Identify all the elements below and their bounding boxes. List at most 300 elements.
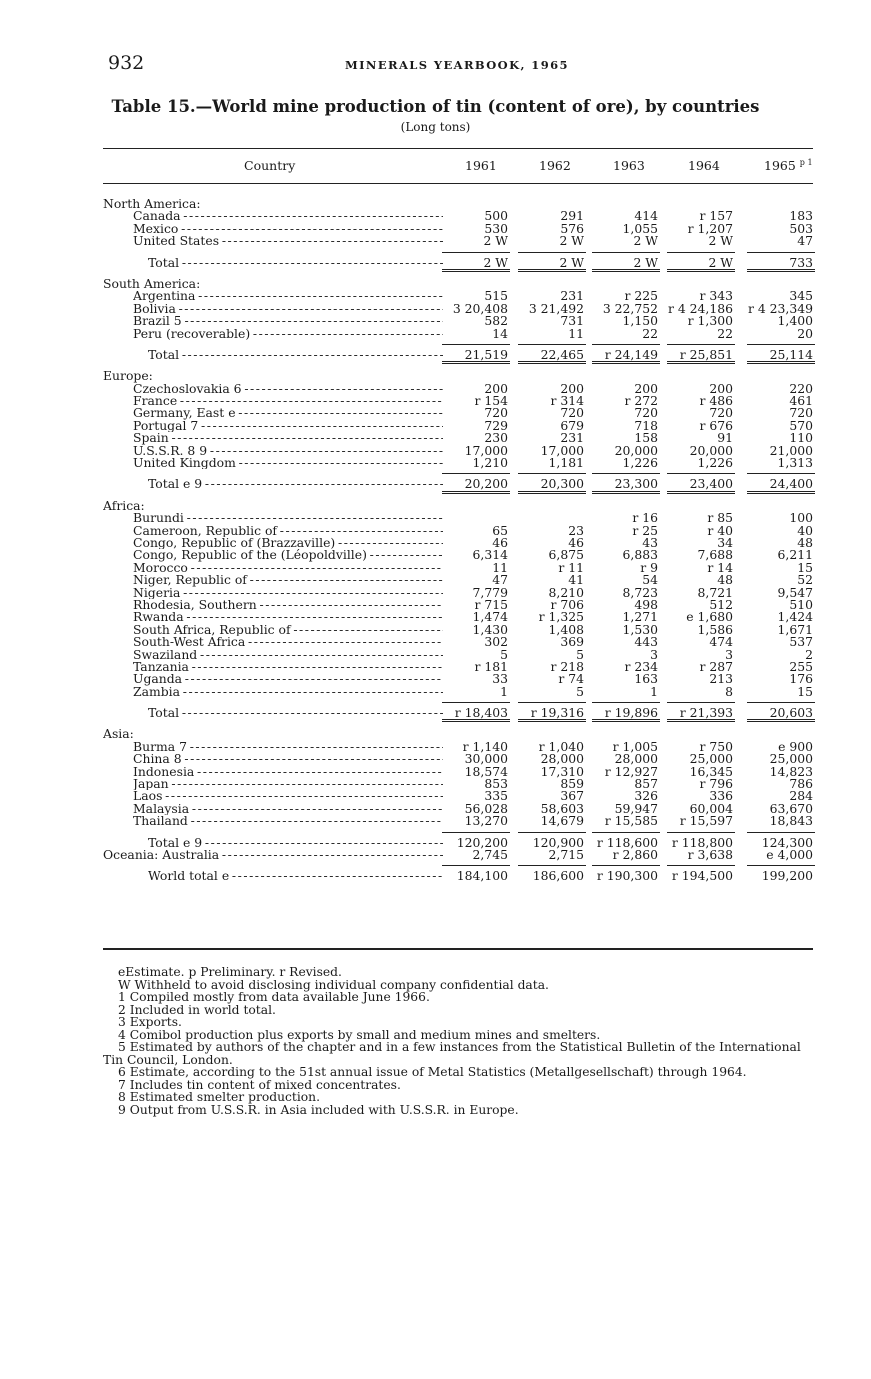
cell-1965: 1,313 bbox=[777, 455, 813, 471]
cell-1965: 570 bbox=[789, 417, 813, 433]
cell-1964: e 1,680 bbox=[686, 609, 733, 625]
section-rule bbox=[592, 363, 660, 364]
cell-1965: 14,823 bbox=[769, 763, 813, 779]
footnote: 8 Estimated smelter production. bbox=[118, 1090, 321, 1104]
cell-1962: 2,715 bbox=[548, 846, 584, 862]
cell-1964: r 14 bbox=[707, 559, 733, 575]
cell-1964: r 118,800 bbox=[671, 834, 733, 850]
cell-1963: 163 bbox=[634, 671, 658, 687]
section-rule bbox=[518, 363, 586, 364]
cell-1964: r 85 bbox=[707, 510, 733, 526]
cell-1964: 8 bbox=[725, 683, 733, 699]
cell-1962: 58,603 bbox=[540, 800, 584, 816]
region-row bbox=[0, 500, 871, 512]
total-rule bbox=[518, 473, 586, 474]
cell-1963: 200 bbox=[634, 380, 658, 396]
table-row bbox=[0, 235, 871, 247]
section-rule bbox=[667, 721, 735, 722]
total-rule bbox=[442, 252, 510, 253]
cell-1961: 853 bbox=[484, 776, 508, 792]
table-row bbox=[0, 621, 871, 637]
cell-1962: 22,465 bbox=[540, 346, 584, 362]
cell-1965: 786 bbox=[789, 776, 813, 792]
total-rule bbox=[592, 865, 660, 866]
total-rule bbox=[667, 865, 735, 866]
cell-1961: 1,430 bbox=[472, 621, 508, 637]
cell-1965: 24,400 bbox=[769, 476, 813, 492]
table-row bbox=[0, 315, 871, 327]
cell-1964: 1,586 bbox=[697, 621, 733, 637]
cell-1964: r 486 bbox=[699, 393, 733, 409]
cell-1963: 498 bbox=[634, 596, 658, 612]
table-row bbox=[0, 790, 871, 802]
cell-1964: 16,345 bbox=[689, 763, 733, 779]
cell-1965: 255 bbox=[789, 658, 813, 674]
cell-1962: 6,875 bbox=[548, 547, 584, 563]
cell-1965: e 900 bbox=[778, 738, 813, 754]
cell-1962: 28,000 bbox=[540, 751, 584, 767]
cell-1964: r 3,638 bbox=[687, 846, 733, 862]
cell-1965: 345 bbox=[789, 288, 813, 304]
cell-1962: 46 bbox=[568, 534, 584, 550]
cell-1961: 184,100 bbox=[456, 868, 508, 884]
cell-1963: 43 bbox=[642, 534, 658, 550]
footnote: 2 Included in world total. bbox=[118, 1002, 276, 1017]
cell-1961: 46 bbox=[492, 534, 508, 550]
table-bottom-rule bbox=[103, 948, 813, 950]
section-rule bbox=[518, 271, 586, 272]
total-rule bbox=[667, 344, 735, 345]
row-label: Burma 7 - - - bbox=[133, 741, 443, 753]
cell-1965: 1,424 bbox=[777, 609, 813, 625]
section-rule bbox=[442, 719, 510, 720]
cell-1964: r 4 24,186 bbox=[667, 300, 733, 316]
cell-1965: 52 bbox=[797, 572, 813, 588]
cell-1964: 91 bbox=[717, 430, 733, 446]
footnote: 3 Exports. bbox=[118, 1015, 182, 1029]
cell-1963: r 15,585 bbox=[604, 813, 658, 829]
cell-1962: 2 W bbox=[559, 254, 584, 270]
cell-1964: r 157 bbox=[699, 208, 733, 224]
cell-1965: e 4,000 bbox=[766, 846, 813, 862]
total-rule bbox=[442, 344, 510, 345]
cell-1964: r 1,207 bbox=[687, 220, 733, 236]
row-spacer bbox=[0, 861, 871, 870]
row-label: Burundi - - - bbox=[133, 512, 443, 524]
cell-1964: r 343 bbox=[699, 288, 733, 304]
cell-1965: 100 bbox=[789, 510, 813, 526]
cell-1963: r 234 bbox=[624, 658, 658, 674]
row-label: Laos - - - bbox=[133, 790, 443, 802]
section-rule bbox=[747, 363, 815, 364]
row-label: North America: bbox=[103, 198, 201, 211]
cell-1961: r 715 bbox=[474, 596, 508, 612]
total-rule bbox=[592, 473, 660, 474]
table-row bbox=[0, 646, 871, 662]
cell-1965: 6,211 bbox=[777, 547, 813, 563]
row-label: Germany, East e - - - bbox=[133, 407, 443, 419]
row-spacer bbox=[0, 469, 871, 478]
cell-1964: 474 bbox=[709, 634, 733, 650]
cell-1962: 186,600 bbox=[532, 868, 584, 884]
row-label: China 8 - - - bbox=[133, 753, 443, 765]
region-row bbox=[0, 370, 871, 382]
cell-1962: 17,310 bbox=[540, 763, 584, 779]
table-row bbox=[0, 800, 871, 816]
cell-1962: r 11 bbox=[558, 559, 584, 575]
section-rule bbox=[518, 721, 586, 722]
cell-1964: r 676 bbox=[699, 417, 733, 433]
section-rule bbox=[747, 719, 815, 720]
row-label: Peru (recoverable) - - - bbox=[133, 328, 443, 340]
cell-1964: 336 bbox=[709, 788, 733, 804]
cell-1961: 1,210 bbox=[472, 455, 508, 471]
column-header-country: Country bbox=[244, 158, 296, 173]
total-rule bbox=[518, 344, 586, 345]
cell-1962: r 314 bbox=[550, 393, 584, 409]
table-row bbox=[0, 584, 871, 600]
cell-1965: 110 bbox=[789, 430, 813, 446]
cell-1962: 576 bbox=[560, 220, 584, 236]
table-row bbox=[0, 442, 871, 458]
cell-1963: 857 bbox=[634, 776, 658, 792]
cell-1961: 21,519 bbox=[464, 346, 508, 362]
cell-1961: 18,574 bbox=[464, 763, 508, 779]
cell-1961: 11 bbox=[492, 559, 508, 575]
cell-1965: 183 bbox=[789, 208, 813, 224]
cell-1963: r 12,927 bbox=[604, 763, 658, 779]
cell-1961: 1,474 bbox=[472, 609, 508, 625]
cell-1963: r 118,600 bbox=[596, 834, 658, 850]
cell-1963: 1,530 bbox=[622, 621, 658, 637]
cell-1964: 512 bbox=[709, 596, 733, 612]
cell-1961: 2,745 bbox=[472, 846, 508, 862]
section-rule bbox=[667, 271, 735, 272]
row-label: Thailand - - - bbox=[133, 815, 443, 827]
cell-1962: 731 bbox=[560, 313, 584, 329]
cell-1964: 34 bbox=[717, 534, 733, 550]
cell-1961: 530 bbox=[484, 220, 508, 236]
cell-1965: 15 bbox=[797, 559, 813, 575]
row-spacer bbox=[0, 361, 871, 370]
cell-1963: r 9 bbox=[640, 559, 658, 575]
cell-1963: 158 bbox=[634, 430, 658, 446]
cell-1962: 23 bbox=[568, 522, 584, 538]
table-body bbox=[0, 198, 871, 883]
cell-1965: 9,547 bbox=[777, 584, 813, 600]
table-row bbox=[0, 846, 871, 862]
cell-1963: 23,300 bbox=[614, 476, 658, 492]
footnotes bbox=[103, 966, 815, 1116]
total-row bbox=[0, 254, 871, 270]
row-spacer bbox=[0, 828, 871, 837]
cell-1965: 40 bbox=[797, 522, 813, 538]
cell-1964: 1,226 bbox=[697, 455, 733, 471]
section-rule bbox=[592, 491, 660, 492]
cell-1965: 176 bbox=[789, 671, 813, 687]
table-row bbox=[0, 522, 871, 538]
cell-1961: 500 bbox=[484, 208, 508, 224]
total-rule bbox=[667, 832, 735, 833]
cell-1963: 8,723 bbox=[622, 584, 658, 600]
cell-1965: 1,400 bbox=[777, 313, 813, 329]
row-label: Zambia - - - bbox=[133, 686, 443, 698]
column-header-1962: 1962 bbox=[539, 158, 571, 173]
cell-1964: 48 bbox=[717, 572, 733, 588]
section-rule bbox=[667, 491, 735, 492]
table-row bbox=[0, 432, 871, 444]
cell-1962: r 74 bbox=[558, 671, 584, 687]
cell-1964: 200 bbox=[709, 380, 733, 396]
cell-1961: 13,270 bbox=[464, 813, 508, 829]
table-row bbox=[0, 815, 871, 827]
section-rule bbox=[442, 269, 510, 270]
cell-1961: 729 bbox=[484, 417, 508, 433]
row-label: Rhodesia, Southern - - - bbox=[133, 599, 443, 611]
cell-1961: 302 bbox=[484, 634, 508, 650]
cell-1963: r 24,149 bbox=[604, 346, 658, 362]
row-label: Argentina - - - bbox=[133, 290, 443, 302]
cell-1963: 1,055 bbox=[622, 220, 658, 236]
cell-1965: 1,671 bbox=[777, 621, 813, 637]
total-rule bbox=[747, 473, 815, 474]
cell-1961: 582 bbox=[484, 313, 508, 329]
table-row bbox=[0, 417, 871, 433]
table-row bbox=[0, 300, 871, 316]
total-row bbox=[0, 478, 871, 490]
cell-1965: 15 bbox=[797, 683, 813, 699]
section-rule bbox=[592, 493, 660, 494]
row-spacer bbox=[0, 269, 871, 278]
table-row bbox=[0, 220, 871, 236]
cell-1965: 510 bbox=[789, 596, 813, 612]
row-spacer bbox=[0, 698, 871, 707]
cell-1963: r 272 bbox=[624, 393, 658, 409]
total-rule bbox=[747, 252, 815, 253]
cell-1963: r 2,860 bbox=[612, 846, 658, 862]
cell-1965: 720 bbox=[789, 405, 813, 421]
cell-1962: r 1,325 bbox=[538, 609, 584, 625]
section-rule bbox=[518, 269, 586, 270]
section-rule bbox=[442, 493, 510, 494]
row-label: Europe: bbox=[103, 370, 153, 383]
total-rule bbox=[442, 865, 510, 866]
row-label: Brazil 5 - - - bbox=[133, 315, 443, 327]
row-label: Malaysia - - - bbox=[133, 803, 443, 815]
cell-1965: 47 bbox=[797, 233, 813, 249]
section-rule bbox=[518, 493, 586, 494]
row-spacer bbox=[0, 491, 871, 500]
row-spacer bbox=[0, 340, 871, 349]
section-rule bbox=[442, 271, 510, 272]
cell-1962: 720 bbox=[560, 405, 584, 421]
section-rule bbox=[592, 719, 660, 720]
section-rule bbox=[747, 361, 815, 362]
row-label: U.S.S.R. 8 9 - - - bbox=[133, 445, 443, 457]
total-row bbox=[0, 870, 871, 882]
row-label: Cameroon, Republic of - - - bbox=[133, 525, 443, 537]
total-row bbox=[0, 346, 871, 362]
cell-1961: 2 W bbox=[483, 233, 508, 249]
cell-1963: r 16 bbox=[632, 510, 658, 526]
row-label: Morocco - - - bbox=[133, 562, 443, 574]
cell-1965: 503 bbox=[789, 220, 813, 236]
row-label: Mexico - - - bbox=[133, 223, 443, 235]
cell-1964: r 40 bbox=[707, 522, 733, 538]
row-label: Oceania: Australia - - - bbox=[103, 849, 443, 861]
cell-1964: 213 bbox=[709, 671, 733, 687]
cell-1963: 1,150 bbox=[622, 313, 658, 329]
row-label: Africa: bbox=[103, 499, 145, 513]
region-row bbox=[0, 278, 871, 290]
cell-1965: 20 bbox=[797, 325, 813, 341]
total-rule bbox=[518, 865, 586, 866]
cell-1963: 1,271 bbox=[622, 609, 658, 625]
cell-1962: 291 bbox=[560, 208, 584, 224]
cell-1961: 2 W bbox=[483, 254, 508, 270]
section-rule bbox=[592, 269, 660, 270]
row-label: Nigeria - - - bbox=[133, 587, 443, 599]
cell-1963: r 19,896 bbox=[604, 705, 658, 721]
cell-1962: 367 bbox=[560, 788, 584, 804]
cell-1964: r 796 bbox=[699, 776, 733, 792]
cell-1962: 120,900 bbox=[532, 834, 584, 850]
footnote: 5 Estimated by authors of the chapter and in a few instances from the Statistical Bulletin of the International Tin Council, London. bbox=[103, 1040, 801, 1067]
page-number: 932 bbox=[108, 52, 145, 74]
table-row bbox=[0, 763, 871, 779]
row-label: Spain - - - bbox=[133, 432, 443, 444]
cell-1963: 20,000 bbox=[614, 442, 658, 458]
cell-1965: 48 bbox=[797, 534, 813, 550]
table-row bbox=[0, 596, 871, 612]
section-rule bbox=[518, 719, 586, 720]
cell-1962: 14,679 bbox=[540, 813, 584, 829]
cell-1962: 5 bbox=[576, 683, 584, 699]
cell-1961: 5 bbox=[500, 646, 508, 662]
total-row bbox=[0, 834, 871, 850]
cell-1963: 718 bbox=[634, 417, 658, 433]
table-row bbox=[0, 778, 871, 790]
cell-1962: 1,408 bbox=[548, 621, 584, 637]
table-row bbox=[0, 457, 871, 469]
total-rule bbox=[518, 252, 586, 253]
cell-1963: r 225 bbox=[624, 288, 658, 304]
footnote: 6 Estimate, according to the 51st annual issue of Metal Statistics (Metallgesellschaft) through 1964. bbox=[118, 1065, 747, 1079]
table-row bbox=[0, 512, 871, 524]
row-label: Congo, Republic of (Brazzaville) - - - bbox=[133, 537, 443, 549]
cell-1964: 25,000 bbox=[689, 751, 733, 767]
cell-1961: 56,028 bbox=[464, 800, 508, 816]
total-rule bbox=[747, 344, 815, 345]
cell-1963: r 25 bbox=[632, 522, 658, 538]
cell-1963: 443 bbox=[634, 634, 658, 650]
total-rule bbox=[518, 832, 586, 833]
cell-1963: 2 W bbox=[633, 254, 658, 270]
cell-1964: 2 W bbox=[708, 254, 733, 270]
cell-1961: 20,200 bbox=[464, 476, 508, 492]
cell-1962: 231 bbox=[560, 430, 584, 446]
cell-1962: r 1,040 bbox=[538, 738, 584, 754]
row-label: Swaziland - - - bbox=[133, 649, 443, 661]
cell-1963: 414 bbox=[634, 208, 658, 224]
cell-1964: 22 bbox=[717, 325, 733, 341]
section-rule bbox=[518, 491, 586, 492]
row-label: Indonesia - - - bbox=[133, 766, 443, 778]
cell-1965: 18,843 bbox=[769, 813, 813, 829]
cell-1965: 25,000 bbox=[769, 751, 813, 767]
cell-1961: 720 bbox=[484, 405, 508, 421]
total-rule bbox=[442, 702, 510, 703]
table-row bbox=[0, 210, 871, 222]
cell-1965: 461 bbox=[789, 393, 813, 409]
section-rule bbox=[667, 493, 735, 494]
cell-1963: r 1,005 bbox=[612, 738, 658, 754]
row-label: South-West Africa - - - bbox=[133, 636, 443, 648]
cell-1963: r 190,300 bbox=[596, 868, 658, 884]
total-rule bbox=[592, 832, 660, 833]
table-row bbox=[0, 549, 871, 561]
column-header-1964: 1964 bbox=[688, 158, 720, 173]
cell-1962: r 706 bbox=[550, 596, 584, 612]
cell-1962: 369 bbox=[560, 634, 584, 650]
table-row bbox=[0, 559, 871, 575]
cell-1961: r 154 bbox=[474, 393, 508, 409]
cell-1961: r 18,403 bbox=[454, 705, 508, 721]
table-subtitle: (Long tons) bbox=[400, 120, 471, 134]
cell-1961: 515 bbox=[484, 288, 508, 304]
footnote: W Withheld to avoid disclosing individual company confidential data. bbox=[118, 977, 549, 992]
cell-1962: r 19,316 bbox=[530, 705, 584, 721]
cell-1963: 22 bbox=[642, 325, 658, 341]
total-rule bbox=[747, 702, 815, 703]
cell-1961: 47 bbox=[492, 572, 508, 588]
table-title: Table 15.—World mine production of tin (content of ore), by countries bbox=[111, 97, 760, 116]
footnote: 1 Compiled mostly from data available June 1966. bbox=[118, 990, 430, 1004]
header-bottom-rule bbox=[103, 183, 813, 184]
section-rule bbox=[747, 493, 815, 494]
cell-1961: 120,200 bbox=[456, 834, 508, 850]
table-row bbox=[0, 683, 871, 699]
section-rule bbox=[747, 269, 815, 270]
section-rule bbox=[442, 361, 510, 362]
section-rule bbox=[518, 361, 586, 362]
row-label: Uganda - - - bbox=[133, 673, 443, 685]
cell-1961: 14 bbox=[492, 325, 508, 341]
cell-1962: 200 bbox=[560, 380, 584, 396]
region-row bbox=[0, 728, 871, 740]
row-label: United States - - - bbox=[133, 235, 443, 247]
row-label: Czechoslovakia 6 - - - bbox=[133, 383, 443, 395]
row-label: Portugal 7 - - - bbox=[133, 420, 443, 432]
cell-1963: 720 bbox=[634, 405, 658, 421]
cell-1965: 537 bbox=[789, 634, 813, 650]
row-label: Congo, Republic of the (Léopoldville) - - - bbox=[133, 549, 443, 561]
total-rule bbox=[747, 865, 815, 866]
total-rule bbox=[592, 702, 660, 703]
cell-1963: 1 bbox=[650, 683, 658, 699]
cell-1962: 859 bbox=[560, 776, 584, 792]
cell-1964: 20,000 bbox=[689, 442, 733, 458]
cell-1963: 54 bbox=[642, 572, 658, 588]
table-row bbox=[0, 534, 871, 550]
cell-1963: 3 22,752 bbox=[602, 300, 658, 316]
total-rule bbox=[667, 252, 735, 253]
column-header-1965 bbox=[764, 158, 813, 173]
cell-1963: 6,883 bbox=[622, 547, 658, 563]
column-header-1963: 1963 bbox=[613, 158, 645, 173]
section-rule bbox=[442, 491, 510, 492]
cell-1961: r 181 bbox=[474, 658, 508, 674]
